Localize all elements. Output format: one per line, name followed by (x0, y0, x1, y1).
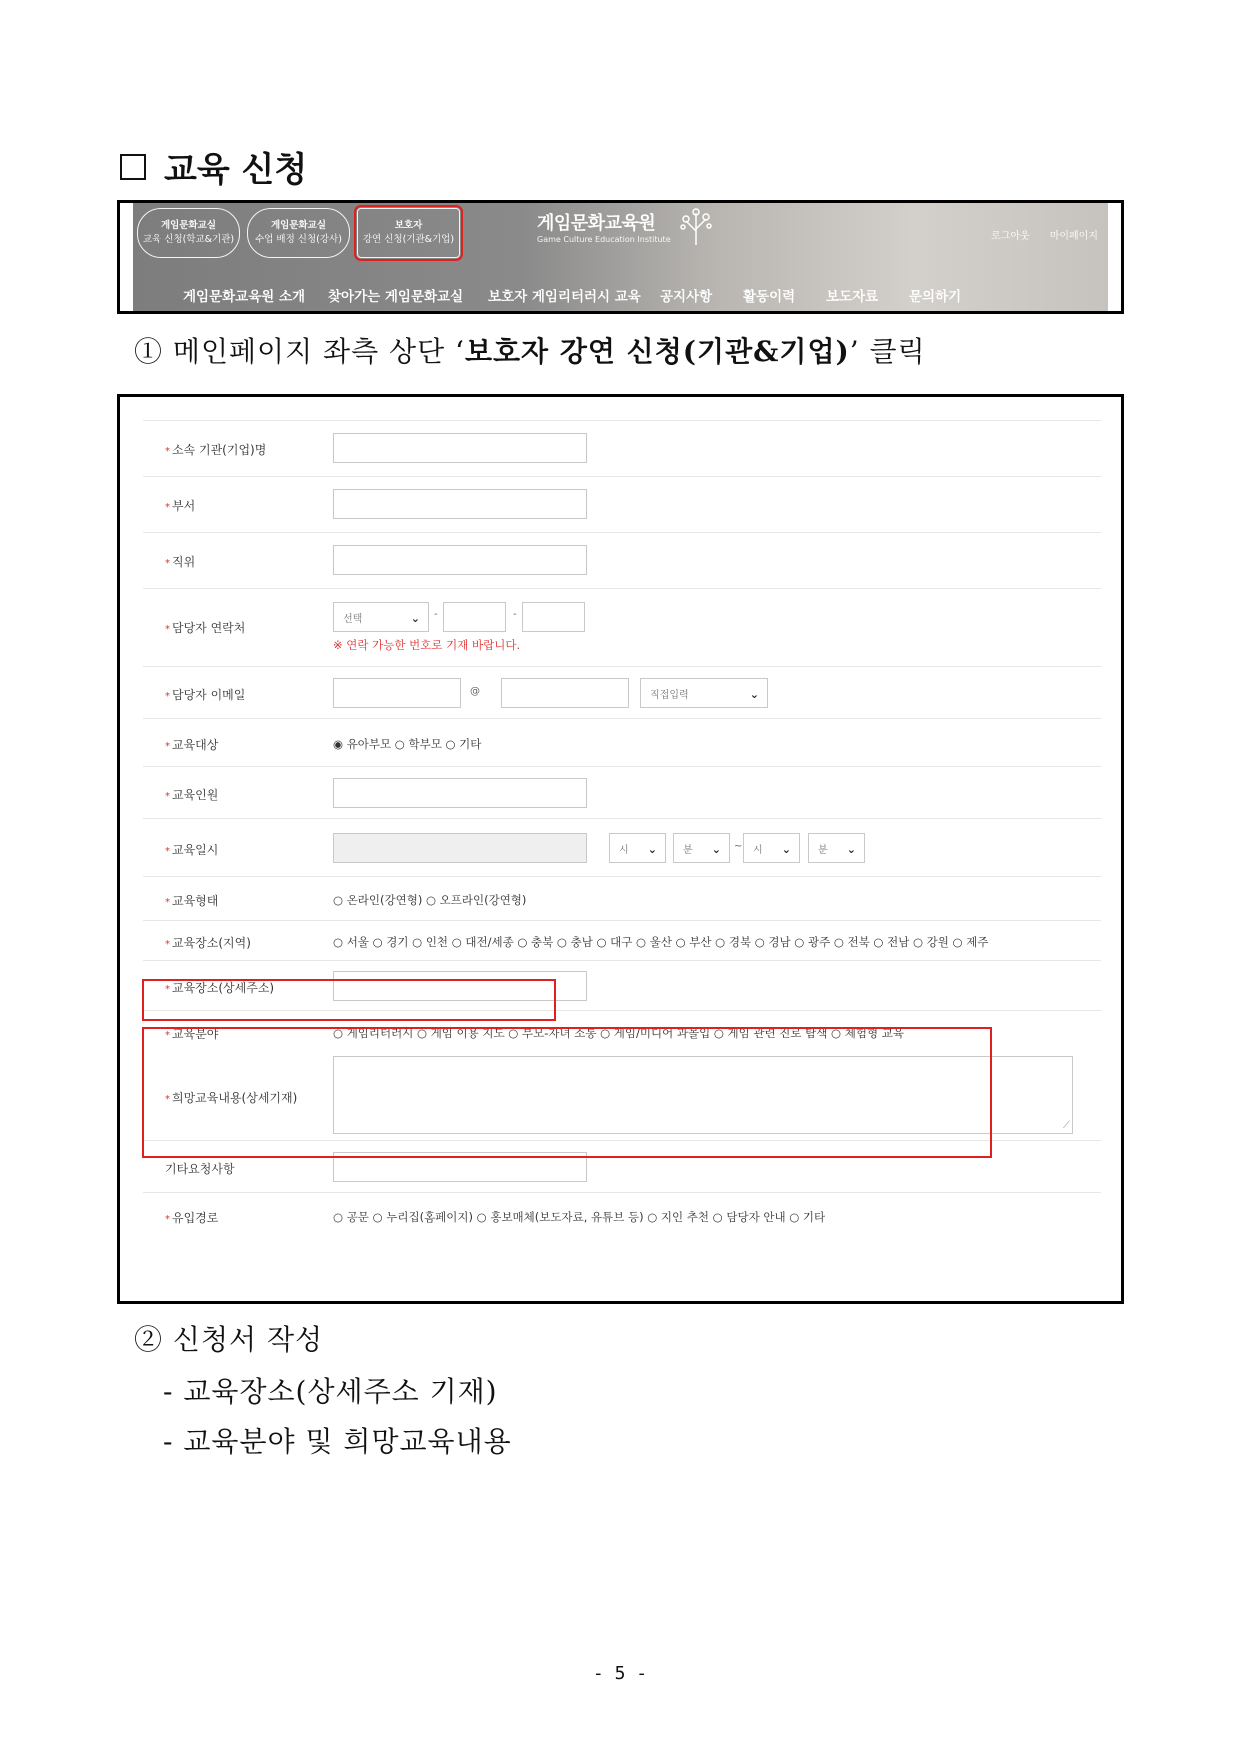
field-radio-group[interactable]: ○ 게임리터러시 ○ 게임 이용 지도 ○ 부모-자녀 소통 ○ 게임/미디어 과몰입 ○ 게임 관련 진로 탐색 ○ 체험형 교육 (333, 1026, 904, 1040)
resize-grip-icon[interactable]: ⟋ (1063, 1120, 1070, 1131)
separator-tilde: ~ (734, 841, 743, 852)
route-radio-group[interactable]: ○ 공문 ○ 누리집(홈페이지) ○ 홍보매체(보도자료, 유튜브 등) ○ 지인 추천 ○ 담당자 안내 ○ 기타 (333, 1210, 826, 1224)
form-row-target (143, 719, 1101, 767)
chevron-down-icon: ⌄ (711, 843, 721, 856)
phone-prefix-select[interactable]: 선택 ⌄ (333, 602, 429, 632)
site-header-screenshot (117, 200, 1124, 314)
type-radio-group[interactable]: ○ 온라인(강연형) ○ 오프라인(강연형) (333, 893, 527, 907)
form-row-phone (143, 589, 1101, 667)
label-etc: 기타요청사항 (165, 1162, 235, 1176)
end-minute-select[interactable]: 분 ⌄ (808, 833, 865, 863)
label-phone: * 담당자 연락처 (165, 621, 246, 635)
section-heading (120, 142, 307, 191)
mypage-link[interactable]: 마이페이지 (1049, 231, 1098, 242)
phone-last-input[interactable] (522, 602, 585, 632)
nav-item-about[interactable]: 게임문화교육원 소개 (183, 289, 306, 305)
caption1-bold: 보호자 강연 신청(기관&기업) (464, 335, 850, 368)
end-hour-select[interactable]: 시 ⌄ (743, 833, 800, 863)
form-row-region (143, 921, 1101, 961)
label-dept: * 부서 (165, 499, 196, 513)
pill-classroom-school[interactable] (137, 208, 240, 258)
form-row-dept (143, 477, 1101, 533)
dept-input[interactable] (333, 489, 587, 519)
page-number: - 5 - (592, 1663, 648, 1684)
position-input[interactable] (333, 545, 587, 575)
email-domain-select[interactable]: 직접입력 ⌄ (640, 678, 768, 708)
chevron-down-icon: ⌄ (647, 843, 657, 856)
pill-line2: 강연 신청(기관&기업) (362, 234, 455, 245)
start-minute-select[interactable]: 분 ⌄ (673, 833, 730, 863)
tree-logo-icon (678, 207, 714, 247)
caption1-prefix: ① 메인페이지 좌측 상단 ‘ (134, 335, 465, 368)
region-radio-group[interactable]: ○ 서울 ○ 경기 ○ 인천 ○ 대전/세종 ○ 충북 ○ 충남 ○ 대구 ○ 울산 ○ 부산 ○ 경북 ○ 경남 ○ 광주 ○ 전북 ○ 전남 ○ 강원 ○ 제주 (333, 935, 989, 949)
chevron-down-icon: ⌄ (410, 612, 420, 625)
label-target: * 교육대상 (165, 738, 219, 752)
nav-item-classroom[interactable]: 찾아가는 게임문화교실 (328, 289, 464, 305)
email-at-sign: @ (470, 686, 480, 697)
org-input[interactable] (333, 433, 587, 463)
nav-item-press[interactable]: 보도자료 (826, 289, 879, 305)
caption1-suffix: ’ 클릭 (849, 335, 926, 368)
top-links (991, 227, 1098, 242)
header-banner (133, 203, 1108, 311)
nav-item-inquiry[interactable]: 문의하기 (909, 289, 962, 305)
step1-caption (134, 330, 926, 370)
label-type: * 교육형태 (165, 894, 219, 908)
main-nav (133, 281, 1108, 309)
step2-caption: ② 신청서 작성 (134, 1323, 324, 1356)
logout-link[interactable]: 로그아웃 (991, 231, 1030, 242)
form-row-email (143, 667, 1101, 719)
nav-item-guardian-education[interactable]: 보호자 게임리터러시 교육 (488, 289, 641, 305)
pill-line1: 게임문화교실 (270, 220, 327, 231)
phone-middle-input[interactable] (443, 602, 506, 632)
chevron-down-icon: ⌄ (846, 843, 856, 856)
email-id-input[interactable] (333, 678, 461, 708)
highlight-field-content (142, 1027, 992, 1158)
bullet-field-content: - 교육분야 및 희망교육내용 (163, 1425, 512, 1458)
label-count: * 교육인원 (165, 788, 219, 802)
form-row-route (143, 1193, 1101, 1239)
pill-classroom-instructor[interactable] (247, 208, 350, 258)
separator-dash: - (434, 609, 438, 620)
pill-line1: 보호자 (394, 220, 423, 231)
chevron-down-icon: ⌄ (749, 688, 759, 701)
application-form (143, 420, 1101, 1225)
form-row-position (143, 533, 1101, 589)
nav-item-notice[interactable]: 공지사항 (660, 289, 713, 305)
start-hour-select[interactable]: 시 ⌄ (609, 833, 666, 863)
form-row-org (143, 421, 1101, 477)
form-row-datetime (143, 819, 1101, 877)
pill-guardian-lecture[interactable] (357, 208, 460, 258)
logo-subtitle: Game Culture Education Institute (537, 235, 671, 244)
heading-text: 교육 신청 (164, 150, 308, 190)
label-content: * 희망교육내용(상세기재) (165, 1091, 298, 1105)
label-address: * 교육장소(상세주소) (165, 981, 275, 995)
bullet-address: - 교육장소(상세주소 기재) (163, 1375, 498, 1408)
date-input[interactable] (333, 833, 587, 863)
separator-dash: - (513, 609, 517, 620)
target-radio-group[interactable]: ◉ 유아부모 ○ 학부모 ○ 기타 (333, 737, 482, 751)
form-row-type (143, 877, 1101, 921)
chevron-down-icon: ⌄ (781, 843, 791, 856)
checkbox-square-icon (120, 154, 146, 180)
form-row-count (143, 767, 1101, 819)
nav-item-activity[interactable]: 활동이력 (743, 289, 796, 305)
label-route: * 유입경로 (165, 1211, 219, 1225)
phone-note: ※ 연락 가능한 번호로 기재 바랍니다. (333, 638, 521, 652)
logo-title: 게임문화교육원 (537, 213, 656, 234)
pill-line1: 게임문화교실 (160, 220, 217, 231)
application-form-screenshot (117, 394, 1124, 1304)
label-region: * 교육장소(지역) (165, 936, 251, 950)
pill-line2: 교육 신청(학교&기관) (142, 234, 235, 245)
count-input[interactable] (333, 778, 587, 808)
pill-line2: 수업 배정 신청(강사) (255, 234, 342, 245)
highlight-address (142, 979, 556, 1021)
label-org: * 소속 기관(기업)명 (165, 443, 267, 457)
label-datetime: * 교육일시 (165, 843, 219, 857)
site-logo[interactable] (537, 209, 671, 244)
label-position: * 직위 (165, 555, 196, 569)
label-field: * 교육분야 (165, 1027, 219, 1041)
label-email: * 담당자 이메일 (165, 688, 246, 702)
email-domain-input[interactable] (501, 678, 629, 708)
